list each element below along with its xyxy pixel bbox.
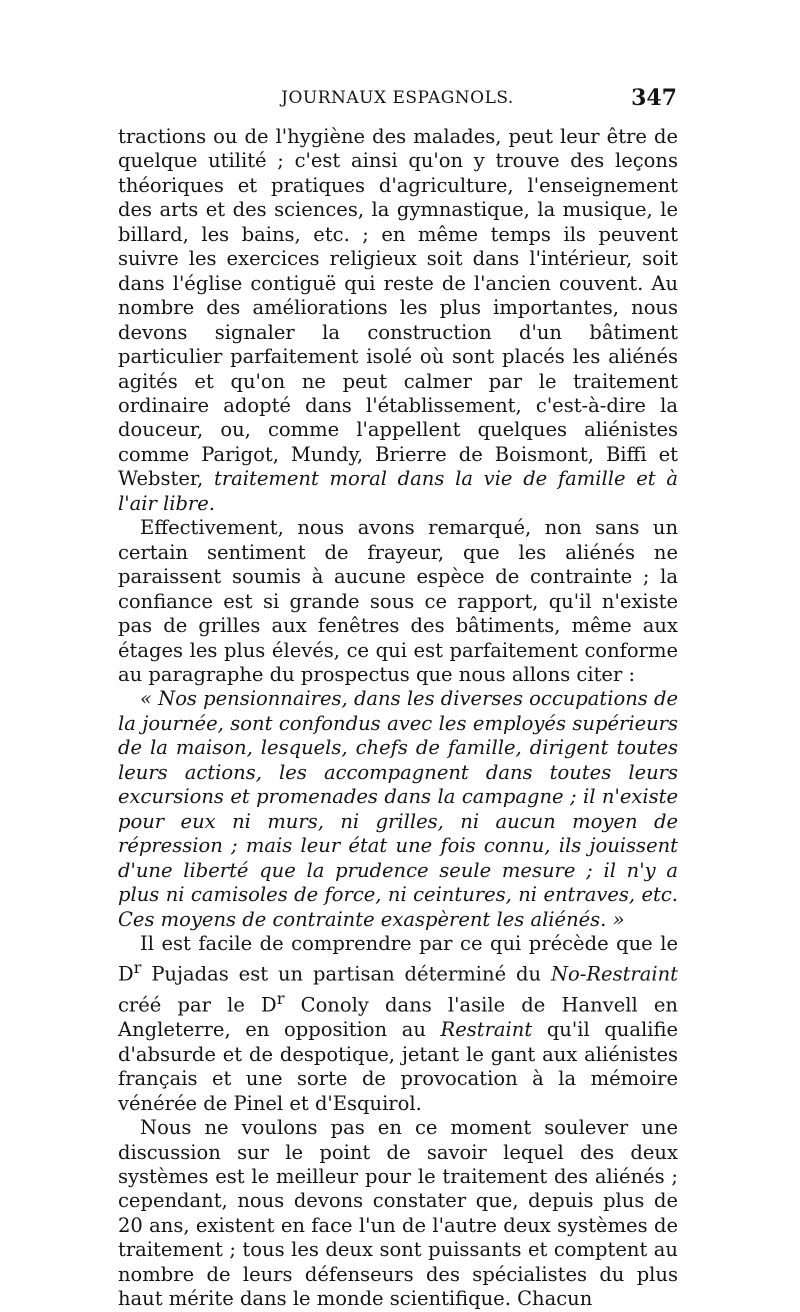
p4-mid-2: créé par le D bbox=[118, 993, 277, 1017]
p4-mid-3: Conoly dans l'asile de Hanvell en Angleterre, en opposition au bbox=[118, 993, 678, 1042]
p4-italic-no-restraint: No-Restraint bbox=[550, 962, 678, 986]
page-header bbox=[118, 85, 677, 118]
running-title: JOURNAUX ESPAGNOLS. bbox=[281, 88, 514, 108]
page-number: 347 bbox=[631, 85, 677, 111]
p4-end: qu'il qualifie d'absurde et de despotique, jetant le gant aux aliénistes français et une sorte de provocation à la mémoire vénérée de Pinel et d'Esquirol. bbox=[118, 1018, 679, 1115]
body-text bbox=[118, 125, 678, 1312]
paragraph-5: Nous ne voulons pas en ce moment soulever une discussion sur le point de savoir lequel des deux systèmes est le meilleur pour le traitement des aliénés ; cependant, nous devons constater que, depuis plus de 20 ans, existent en face l'un de l'autre deux systèmes de traitement ; tous les deux sont puissants et comptent au nombre de leurs défenseurs des spécialistes du plus haut mérite dans le monde scientifique. Chacun bbox=[118, 1116, 678, 1311]
p4-sup-1: r bbox=[133, 958, 142, 978]
paragraph-1-text: tractions ou de l'hygiène des malades, peut leur être de quelque utilité ; c'est ainsi qu'on y trouve des leçons théoriques et pratiques d'agriculture, l'enseignement des arts et des sciences, la gymnastique, la musique, le billard, les bains, etc. ; en même temps ils peuvent suivre les exercices religieux soit dans l'intérieur, soit dans l'église contiguë qui reste de l'ancien couvent. Au nombre des améliorations les plus importantes, nous devons signaler la construction d'un bâtiment particulier parfaitement isolé où sont placés les aliénés agités et qu'on ne peut calmer par le traitement ordinaire adopté dans l'établissement, c'est-à-dire la douceur, ou, comme l'appellent quelques aliénistes comme Parigot, Mundy, Brierre de Boismont, Biffi et Webster, bbox=[118, 125, 678, 491]
paragraph-1 bbox=[118, 125, 678, 516]
p4-mid-1: Pujadas est un partisan déterminé du bbox=[141, 962, 542, 986]
p4-start: Il est facile de comprendre par ce qui précède que le D bbox=[118, 931, 678, 986]
paragraph-4 bbox=[118, 932, 678, 1116]
paragraph-1-italic: traitement moral dans la vie de famille et à l'air libre. bbox=[118, 467, 678, 515]
quoted-prospectus: « Nos pensionnaires, dans les diverses occupations de la journée, sont confondus avec les employés supérieurs de la maison, lesquels, chefs de famille, dirigent toutes leurs actions, les accompagnent dans toutes leurs excursions et promenades dans la campagne ; il n'existe pour eux ni murs, ni grilles, ni aucun moyen de répression ; mais leur état une fois connu, ils jouissent d'une liberté que la prudence seule mesure ; il n'y a plus ni camisoles de force, ni ceintures, ni entraves, etc. Ces moyens de contrainte exaspèrent les aliénés. » bbox=[118, 687, 679, 931]
paragraph-2: Effectivement, nous avons remarqué, non sans un certain sentiment de frayeur, que les aliénés ne paraissent soumis à aucune espèce de contrainte ; la confiance est si grande sous ce rapport, qu'il n'existe pas de grilles aux fenêtres des bâtiments, même aux étages les plus élevés, ce qui est parfaitement conforme au paragraphe du prospectus que nous allons citer : bbox=[118, 516, 678, 686]
p4-italic-restraint: Restraint bbox=[440, 1018, 533, 1042]
p4-sup-2: r bbox=[276, 989, 285, 1009]
